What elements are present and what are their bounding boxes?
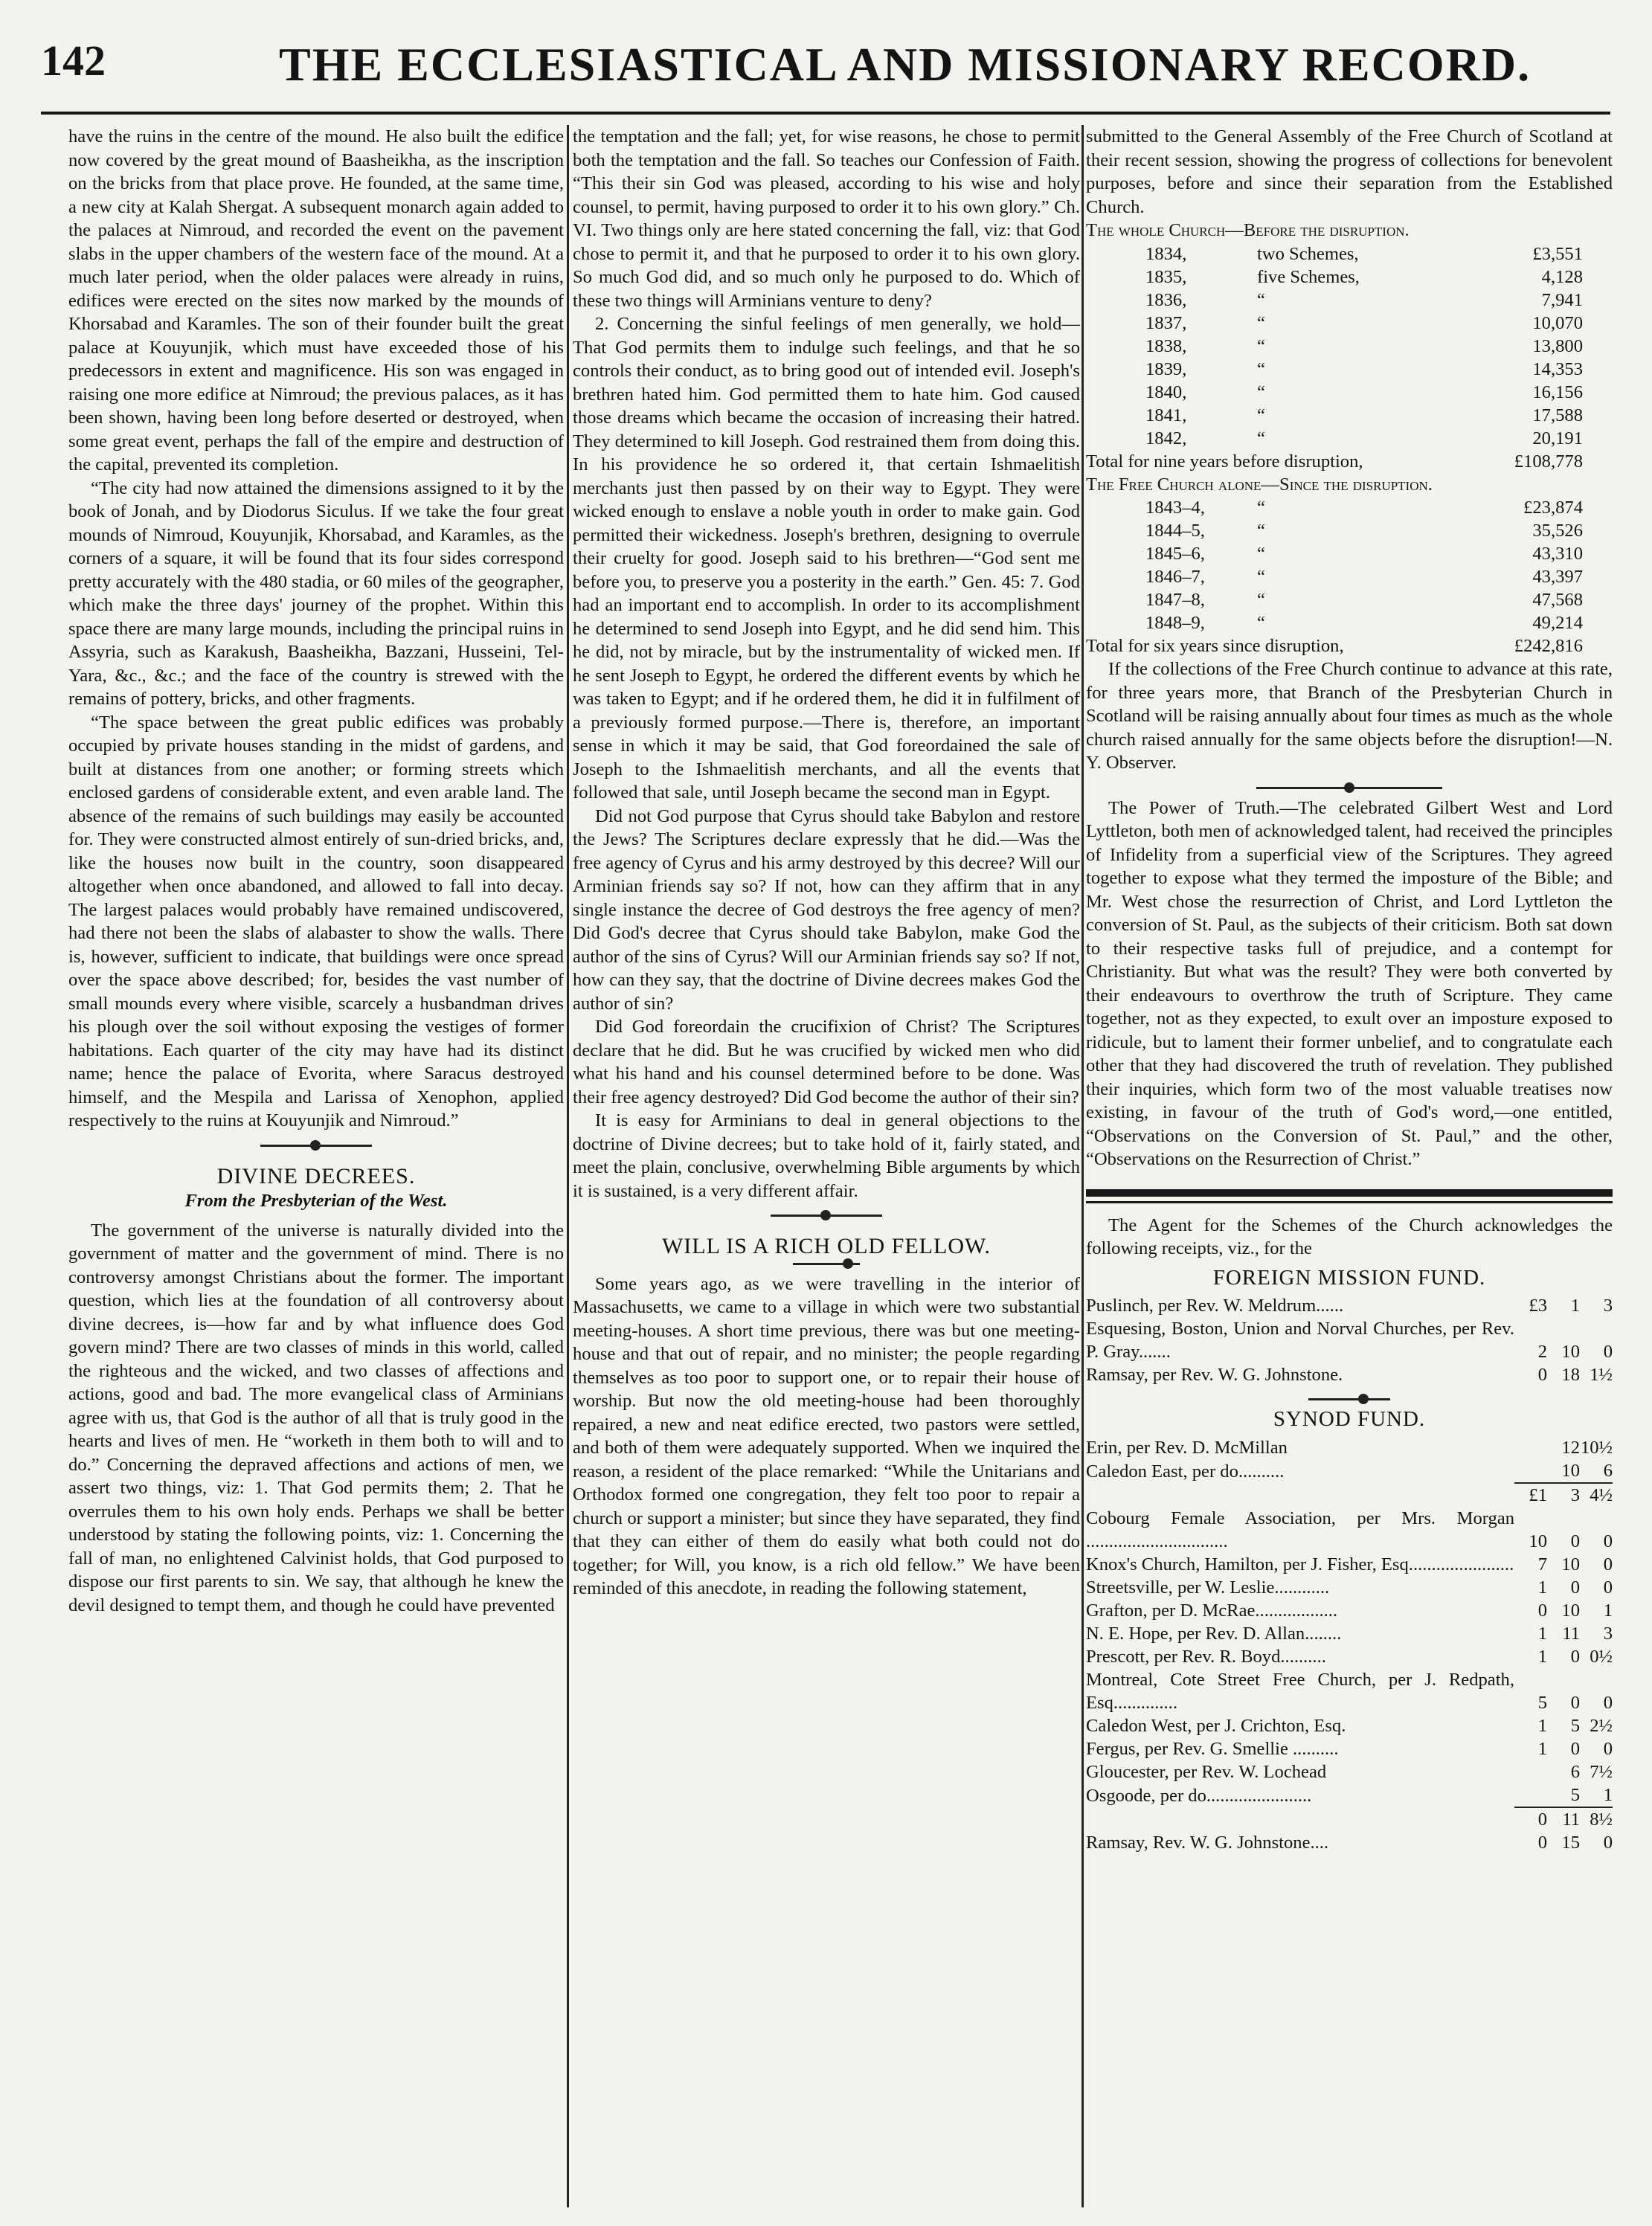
header-rule [41, 112, 1610, 115]
pence-cell: 0 [1603, 1832, 1613, 1853]
schemes-cell: “ [1257, 382, 1265, 402]
receipt-row [1086, 1576, 1613, 1599]
schemes-cell: five Schemes, [1257, 266, 1360, 287]
shillings-cell: 11 [1547, 1807, 1580, 1831]
table-row [1086, 404, 1613, 427]
pounds-cell: 0 [1537, 1365, 1547, 1385]
receipts-synod [1086, 1436, 1613, 1854]
receipt-row [1086, 1645, 1613, 1668]
shillings-cell: 0 [1570, 1738, 1580, 1759]
pounds-cell: £3 [1529, 1296, 1547, 1316]
paragraph: The Agent for the Schemes of the Church acknowledges the following receipts, viz., for the [1086, 1215, 1613, 1258]
total-label: Total for six years since disruption, [1086, 636, 1344, 656]
paragraph: Did not God purpose that Cyrus should take Babylon and restore the Jews? The Scriptures declare expressly that he did.—Was the free agency of Cyrus and his army destroyed by this decree? Will our Arminian friends say so? If not, how can they affirm that in any single instance the decree of God destroys the free agency of men? Did God's decree that Cyrus should take Babylon, make God the author of the sins of Cyrus? Will our Arminian friends say so? If not, how can they say, that the doctrine of Divine decrees makes God the author of sin? [573, 805, 1080, 1014]
pounds-cell: 2 [1537, 1342, 1547, 1362]
paragraph: the temptation and the fall; yet, for wise reasons, he chose to permit both the temptation and the fall. So teaches our Confession of Faith. “This their sin God was pleased, according to his wise and holy counsel, to permit, having purposed to order it to his own glory.” Ch. VI. Two things only are here stated concerning the fall, viz: that God chose to permit it, and that he purposed to order it to his own glory. So much God did, and so much only he purposed to do. Which of these two things will Arminians venture to deny? [573, 126, 1080, 311]
receipt-label [1086, 1483, 1514, 1507]
receipt-label: Prescott, per Rev. R. Boyd.......... [1086, 1646, 1326, 1667]
shillings-cell: 6 [1570, 1761, 1580, 1782]
receipt-row [1086, 1599, 1613, 1622]
ornament-divider [1308, 1398, 1390, 1400]
shillings-cell: 1 [1570, 1296, 1580, 1316]
receipt-label: Montreal, Cote Street Free Church, per J. Redpath, Esq.............. [1086, 1669, 1514, 1713]
paragraph: Some years ago, as we were travelling in the interior of Massachusetts, we came to a village in which were two substantial meeting-houses. A short time previous, there was but one meeting-house and that out of repair, and no minister; the people regarding themselves as too poor to support one, or to repair their house of worship. But now the old meeting-house had been thoroughly repaired, a new and neat edifice erected, two pastors were settled, and both of them were adequately supported. When we inquired the reason, a resident of the place remarked: “While the Unitarians and Orthodox formed one congregation, they felt too poor to repair a church or support a minister; but since they have separated, they find that they can either of them do easily what both could not do together; for Will, you know, is a rich old fellow.” We have been reminded of this anecdote, in reading the following statement, [573, 1273, 1080, 1598]
shillings-cell: 10 [1561, 1460, 1580, 1481]
receipt-row [1086, 1553, 1613, 1576]
page-number: 142 [41, 36, 106, 85]
amount-cell: 43,310 [1532, 544, 1583, 564]
collections-table-after [1086, 496, 1613, 634]
schemes-cell: “ [1257, 289, 1265, 310]
pence-cell: 8½ [1580, 1807, 1613, 1831]
amount-cell: 35,526 [1532, 521, 1583, 541]
ornament-divider [771, 1215, 882, 1217]
receipt-row [1086, 1459, 1613, 1483]
receipt-row [1086, 1783, 1613, 1807]
shillings-cell: 0 [1570, 1531, 1580, 1551]
shillings-cell: 0 [1570, 1577, 1580, 1598]
amount-cell: 49,214 [1532, 613, 1583, 633]
pence-cell: 0 [1603, 1577, 1613, 1598]
pounds-cell: 10 [1529, 1531, 1547, 1551]
ornament-divider [260, 1145, 372, 1147]
pence-cell: 7½ [1590, 1761, 1613, 1782]
table-row [1086, 242, 1613, 266]
table-row [1086, 496, 1613, 519]
section-heading: The Free Church alone—Since the disruption. [1086, 474, 1433, 495]
receipt-row [1086, 1436, 1613, 1459]
column-2 [573, 125, 1080, 2200]
shillings-cell: 18 [1561, 1365, 1580, 1385]
article-title-will: WILL IS A RICH OLD FELLOW. [661, 1234, 991, 1258]
fund-title-synod: SYNOD FUND. [1273, 1407, 1426, 1431]
amount-cell: £3,551 [1532, 243, 1583, 264]
year-cell: 1843–4, [1145, 498, 1205, 518]
ornament-divider [1256, 787, 1442, 789]
receipt-row [1086, 1317, 1613, 1363]
shillings-cell: 15 [1561, 1832, 1580, 1853]
shillings-cell: 5 [1570, 1715, 1580, 1736]
column-3 [1086, 125, 1613, 2200]
pence-cell: 0 [1603, 1554, 1613, 1574]
subtotal-row [1086, 1483, 1613, 1507]
receipt-row [1086, 1668, 1613, 1714]
paragraph: “The city had now attained the dimensions assigned to it by the book of Jonah, and by Diodorus Siculus. If we take the four great mounds of Nimroud, Kouyunjik, Khorsabad, and Karamles, as the corners of a square, it will be found that its four sides correspond pretty accurately with the 480 stadia, or 60 miles of the geographer, which make the three days' journey of the prophet. Within this space there are many large mounds, including the principal ruins in Assyria, such as Karakush, Baasheikha, Bazzani, Husseini, Tel-Yara, &c., &c.; and the face of the country is strewed with the remains of pottery, bricks, and other fragments. [68, 477, 564, 709]
column-divider [1081, 125, 1084, 2207]
receipt-label: Osgoode, per do....................... [1086, 1785, 1312, 1806]
receipt-row [1086, 1294, 1613, 1317]
masthead-title: THE ECCLESIASTICAL AND MISSIONARY RECORD. [279, 38, 1532, 91]
total-label: Total for nine years before disruption, [1086, 451, 1363, 472]
pounds-cell [1514, 1760, 1547, 1783]
year-cell: 1846–7, [1145, 567, 1205, 587]
page-header [41, 30, 1610, 112]
year-cell: 1848–9, [1145, 613, 1205, 633]
shillings-cell: 10 [1561, 1342, 1580, 1362]
table-row [1086, 565, 1613, 588]
pence-cell: 0 [1603, 1692, 1613, 1713]
pounds-cell: 0 [1537, 1600, 1547, 1621]
receipt-label: Caledon East, per do.......... [1086, 1461, 1285, 1482]
ornament-divider [793, 1263, 860, 1265]
pence-cell: 3 [1603, 1623, 1613, 1644]
thin-rule [1086, 1201, 1613, 1203]
year-cell: 1845–6, [1145, 544, 1205, 564]
schemes-cell: two Schemes, [1257, 243, 1359, 264]
receipt-row [1086, 1760, 1613, 1783]
pounds-cell: £1 [1514, 1483, 1547, 1507]
pence-cell: 1 [1603, 1600, 1613, 1621]
table-row [1086, 542, 1613, 565]
shillings-cell: 0 [1570, 1692, 1580, 1713]
year-cell: 1837, [1145, 312, 1187, 333]
receipt-label: Esquesing, Boston, Union and Norval Churches, per Rev. P. Gray....... [1086, 1319, 1514, 1362]
paragraph: Did God foreordain the crucifixion of Christ? The Scriptures declare that he did. But he was crucified by wicked men who did what his hand and his counsel determined before to be done. Was their free agency destroyed? Did God become the author of their sin? [573, 1017, 1080, 1107]
pounds-cell: 5 [1537, 1692, 1547, 1713]
pounds-cell: 1 [1537, 1715, 1547, 1736]
receipt-row [1086, 1622, 1613, 1645]
year-cell: 1847–8, [1145, 590, 1205, 610]
receipt-label: Knox's Church, Hamilton, per J. Fisher, Esq....................... [1086, 1554, 1514, 1574]
article-source: From the Presbyterian of the West. [184, 1191, 448, 1211]
pence-cell: 10½ [1580, 1437, 1613, 1458]
amount-cell: 47,568 [1532, 590, 1583, 610]
year-cell: 1844–5, [1145, 521, 1205, 541]
table-row [1086, 519, 1613, 542]
pence-cell: 1 [1603, 1784, 1613, 1805]
amount-cell: 13,800 [1532, 335, 1583, 356]
pounds-cell: 7 [1537, 1554, 1547, 1574]
shillings-cell: 10 [1561, 1600, 1580, 1621]
year-cell: 1840, [1145, 382, 1187, 402]
table-row [1086, 381, 1613, 404]
paragraph: 2. Concerning the sinful feelings of men generally, we hold—That God permits them to indulge such feelings, and that he so controls their conduct, as to bring good out of intended evil. Joseph's brethren hated him. God permitted them to hate him. God caused those dreams which became the occasion of increasing their hatred. They determined to kill Joseph. God restrained them from doing this. In his providence he so ordered it, that certain Ishmaelitish merchants just then passed by on their way to Egypt. They were wicked enough to enslave a noble youth in order to make gain. God permitted their wickedness. Joseph's brethren, designing to overrule their cruelty for good. Joseph said to his brethren—“God sent me before you, to preserve you a posterity in the earth.” Gen. 45: 7. God had an important end to accomplish. In order to its accomplishment he determined to send Joseph into Egypt, and he did send him. This he did, not by miracle, but by the instrumentality of wicked men. If he sent Joseph to Egypt, he ordered the different events by which he was taken to Egypt; and if he ordered them, he did it in fulfilment of a previously formed purpose.—There is, therefore, an important sense in which it may be said, that God foreordained the sale of Joseph to the Ishmaelitish merchants, and all the events that followed that sale, until Joseph became the second man in Egypt. [573, 314, 1080, 802]
year-cell: 1838, [1145, 335, 1187, 356]
pence-cell: 0½ [1590, 1646, 1613, 1667]
pounds-cell: 1 [1537, 1738, 1547, 1759]
receipt-row [1086, 1714, 1613, 1737]
pounds-cell: 1 [1537, 1577, 1547, 1598]
shillings-cell: 0 [1570, 1646, 1580, 1667]
total-row [1086, 634, 1613, 657]
paragraph: It is easy for Arminians to deal in general objections to the doctrine of Divine decrees; but to take hold of it, fairly stated, and meet the plain, conclusive, overwhelming Bible arguments by which it is sustained, is a very different affair. [573, 1110, 1080, 1201]
table-row [1086, 427, 1613, 450]
receipt-label: Ramsay, per Rev. W. G. Johnstone. [1086, 1365, 1343, 1385]
collections-table-before [1086, 242, 1613, 450]
receipt-label: N. E. Hope, per Rev. D. Allan........ [1086, 1623, 1342, 1644]
paragraph: The Power of Truth.—The celebrated Gilbert West and Lord Lyttleton, both men of acknowledged talent, had received the principles of Infidelity from a superficial view of the Scriptures. They agreed together to expose what they termed the imposture of the Bible; and Mr. West chose the resurrection of Christ, and Lord Lyttleton the conversion of St. Paul, as the subjects of their criticism. Both sat down to their respective tasks full of prejudice, and a contempt for Christianity. But what was the result? They were both converted by their endeavours to overthrow the truth of Scripture. They came together, not as they expected, to exult over an imposture exposed to ridicule, but to lament their former unbelief, and to congratulate each other that they had discovered the truth of revelation. They published their inquiries, which form two of the most valuable treatises now existing, in favour of the truth of God's word,—one entitled, “Observations on the Conversion of St. Paul,” and the other, “Observations on the Resurrection of Christ.” [1086, 797, 1613, 1169]
receipt-label: Streetsville, per W. Leslie............ [1086, 1577, 1330, 1598]
amount-cell: 14,353 [1532, 358, 1583, 379]
table-row [1086, 266, 1613, 289]
schemes-cell: “ [1257, 358, 1265, 379]
schemes-cell: “ [1257, 498, 1265, 518]
receipt-row [1086, 1507, 1613, 1553]
receipt-label: Cobourg Female Association, per Mrs. Morgan ............................... [1086, 1508, 1514, 1551]
amount-cell: 43,397 [1532, 567, 1583, 587]
pounds-cell [1514, 1459, 1547, 1483]
year-cell: 1842, [1145, 428, 1187, 448]
amount-cell: 4,128 [1541, 266, 1583, 287]
receipts-foreign [1086, 1294, 1613, 1386]
year-cell: 1841, [1145, 405, 1187, 425]
pence-cell: 1½ [1590, 1365, 1613, 1385]
schemes-cell: “ [1257, 613, 1265, 633]
receipt-label: Caledon West, per J. Crichton, Esq. [1086, 1715, 1346, 1736]
year-cell: 1839, [1145, 358, 1187, 379]
shillings-cell: 12 [1561, 1437, 1580, 1458]
receipt-row [1086, 1363, 1613, 1386]
schemes-cell: “ [1257, 521, 1265, 541]
paragraph: “The space between the great public edifices was probably occupied by private houses standing in the midst of gardens, and built at distances from one another; or forming streets which enclosed gardens of considerable extent, and even arable land. The absence of the remains of such buildings may easily be accounted for. They were constructed almost entirely of sun-dried bricks, and, like the houses now built in the country, soon disappeared altogether when once abandoned, and allowed to fall into decay. The largest palaces would probably have remained undiscovered, had there not been the slabs of alabaster to show the walls. There is, however, sufficient to indicate, that buildings were once spread over the space above described; for, besides the vast number of small mounds every where visible, scarcely a husbandman drives his plough over the soil without exposing the vestiges of former habitations. Each quarter of the city may have had its distinct name; hence the palace of Evorita, where Saracus destroyed himself, and the Mespila and Larissa of Xenophon, applied respectively to the ruins at Kouyunjik and Nimroud.” [68, 712, 564, 1130]
schemes-cell: “ [1257, 335, 1265, 356]
paragraph: The government of the universe is naturally divided into the government of matter and the government of mind. There is no controversy amongst Christians about the former. The important question, which lies at the foundation of all controversy about divine decrees, is—how far and by what influence does God govern mind? There are two classes of minds in this world, called the righteous and the wicked, and two classes of affections and actions, good and bad. The more evangelical class of Arminians agree with us, that God is the author of all that is truly good in the hearts and lives of men. He “worketh in them both to will and to do.” Concerning the depraved affections and actions of men, we assert two things, viz: 1. That God permits them; 2. That he overrules them to his own holy ends. Perhaps we shall be better understood by stating the following points, viz: 1. Concerning the fall of man, no enlightened Calvinist holds, that God purposed to dispose our first parents to sin. We say, that although he knew the devil designed to tempt them, and though he could have prevented [68, 1220, 564, 1615]
year-cell: 1835, [1145, 266, 1187, 287]
schemes-cell: “ [1257, 544, 1265, 564]
schemes-cell: “ [1257, 312, 1265, 333]
paragraph: have the ruins in the centre of the mound. He also built the edifice now covered by the great mound of Baasheikha, as the inscription on the bricks from that place prove. He founded, at the same time, a new city at Kalah Shergat. A subsequent monarch again added to the palaces at Nimroud, and recorded the event on the pavement slabs in the upper chambers of the western face of the mound. At a much later period, when the older palaces were already in ruins, edifices were erected on the sites now marked by the mounds of Khorsabad and Karamles. The son of their founder built the great palace at Kouyunjik, which must have exceeded those of his predecessors in extent and magnificence. His son was engaged in raising one more edifice at Nimroud; the previous palaces, as it has been shown, having been long before deserted or destroyed, when some great event, perhaps the fall of the empire and destruction of the capital, prevented its completion. [68, 126, 564, 475]
receipt-label: Puslinch, per Rev. W. Meldrum...... [1086, 1296, 1344, 1316]
shillings-cell: 10 [1561, 1554, 1580, 1574]
year-cell: 1834, [1145, 243, 1187, 264]
receipt-label: Ramsay, Rev. W. G. Johnstone.... [1086, 1832, 1329, 1853]
column-1 [68, 125, 564, 2200]
table-row [1086, 358, 1613, 381]
amount-cell: 10,070 [1532, 312, 1583, 333]
table-row [1086, 588, 1613, 611]
column-divider [567, 125, 569, 2207]
pence-cell: 3 [1603, 1296, 1613, 1316]
pounds-cell: 1 [1537, 1623, 1547, 1644]
receipt-row [1086, 1737, 1613, 1760]
paragraph: If the collections of the Free Church continue to advance at this rate, for three years more, that Branch of the Presbyterian Church in Scotland will be raising annually about four times as much as the whole church raised annually for the same objects before the disruption!—N. Y. Observer. [1086, 659, 1613, 773]
paragraph: submitted to the General Assembly of the Free Church of Scotland at their recent session, showing the progress of collections for benevolent purposes, before and since their separation from the Established Church. [1086, 126, 1613, 217]
shillings-cell: 11 [1562, 1623, 1580, 1644]
receipt-label: Gloucester, per Rev. W. Lochead [1086, 1761, 1327, 1782]
amount-cell: 16,156 [1532, 382, 1583, 402]
total-row [1086, 450, 1613, 473]
pence-cell: 0 [1603, 1342, 1613, 1362]
receipt-label: Grafton, per D. McRae.................. [1086, 1600, 1338, 1621]
pence-cell: 4½ [1580, 1483, 1613, 1507]
schemes-cell: “ [1257, 590, 1265, 610]
receipt-label [1086, 1807, 1514, 1831]
receipt-row [1086, 1831, 1613, 1854]
heavy-rule [1086, 1189, 1613, 1197]
total-amount: £242,816 [1514, 636, 1583, 656]
pence-cell: 0 [1603, 1738, 1613, 1759]
pounds-cell: 0 [1514, 1807, 1547, 1831]
table-row [1086, 289, 1613, 312]
amount-cell: 7,941 [1541, 289, 1583, 310]
pounds-cell: 0 [1537, 1832, 1547, 1853]
pence-cell: 6 [1603, 1460, 1613, 1481]
table-row [1086, 312, 1613, 335]
pounds-cell: 1 [1537, 1646, 1547, 1667]
section-heading: The whole Church—Before the disruption. [1086, 220, 1410, 240]
year-cell: 1836, [1145, 289, 1187, 310]
amount-cell: £23,874 [1523, 498, 1583, 518]
shillings-cell: 5 [1570, 1784, 1580, 1805]
table-row [1086, 611, 1613, 634]
amount-cell: 20,191 [1532, 428, 1583, 448]
amount-cell: 17,588 [1532, 405, 1583, 425]
table-row [1086, 335, 1613, 358]
schemes-cell: “ [1257, 567, 1265, 587]
schemes-cell: “ [1257, 405, 1265, 425]
shillings-cell: 3 [1547, 1483, 1580, 1507]
subtotal-row [1086, 1807, 1613, 1831]
pounds-cell [1514, 1783, 1547, 1807]
pounds-cell [1514, 1436, 1547, 1459]
schemes-cell: “ [1257, 428, 1265, 448]
receipt-label: Fergus, per Rev. G. Smellie .......... [1086, 1738, 1339, 1759]
receipt-label: Erin, per Rev. D. McMillan [1086, 1437, 1288, 1458]
pence-cell: 2½ [1590, 1715, 1613, 1736]
pence-cell: 0 [1603, 1531, 1613, 1551]
fund-title-foreign-mission: FOREIGN MISSION FUND. [1212, 1265, 1486, 1290]
total-amount: £108,778 [1514, 451, 1583, 472]
article-title-divine-decrees: DIVINE DECREES. [216, 1163, 416, 1188]
